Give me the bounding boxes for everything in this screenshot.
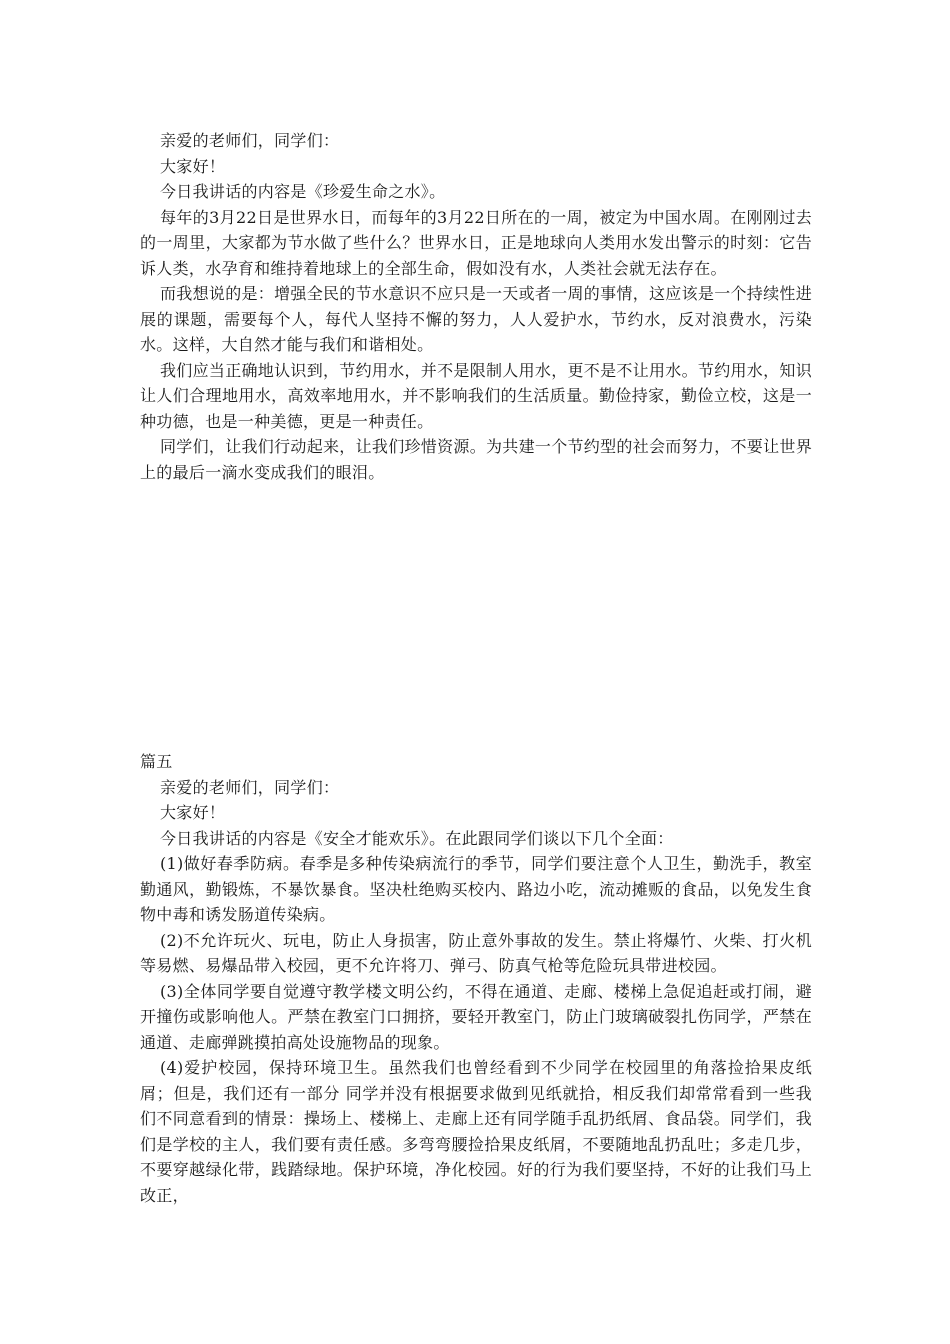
- salutation: 亲爱的老师们，同学们：: [160, 131, 340, 150]
- section-heading: 篇五: [140, 752, 173, 771]
- closing-paragraph: 同学们，让我们行动起来，让我们珍惜资源。为共建一个节约型的社会而努力，不要让世界上的最后一滴水变成我们的眼泪。: [140, 437, 813, 482]
- list-item: (2)不允许玩火、玩电，防止人身损害，防止意外事故的发生。禁止将爆竹、火柴、打火机等易燃、易爆品带入校园，更不允许将刀、弹弓、防真气枪等危险玩具带进校园。: [140, 930, 812, 975]
- topic-line: 今日我讲话的内容是《安全才能欢乐》。在此跟同学们谈以下几个全面：: [160, 828, 674, 848]
- topic-line: 今日我讲话的内容是《珍爱生命之水》。: [160, 182, 446, 201]
- speech-section-safety: [140, 749, 812, 1208]
- list-item: (3)全体同学要自觉遵守教学楼文明公约，不得在通道、走廊、楼梯上急促追赶或打闹，避开撞伤或影响他人。严禁在教室门口拥挤，要轻开教室门，防止门玻璃破裂扎伤同学，严禁在通道、走廊弹跳摸拍高处设施物品的现象。: [140, 981, 812, 1052]
- body-paragraph: 我们应当正确地认识到，节约用水，并不是限制人用水，更不是不让用水。节约用水，知识让人们合理地用水，高效率地用水，并不影响我们的生活质量。勤俭持家，勤俭立校，这是一种功德，也是一种美德，更是一种责任。: [140, 360, 813, 431]
- greeting: 大家好！: [160, 803, 226, 822]
- salutation: 亲爱的老师们，同学们：: [160, 777, 340, 797]
- greeting: 大家好！: [160, 156, 226, 176]
- speech-section-water: [140, 128, 812, 485]
- list-item: (4)爱护校园，保持环境卫生。虽然我们也曾经看到不少同学在校园里的角落捡拾果皮纸屑；但是，我们还有一部分 同学并没有根据要求做到见纸就拾，相反我们却常常看到一些我们不同意看到的情景：操场上、楼梯上、走廊上还有同学随手乱扔纸屑、食品袋。同学们，我们是学校的主人，我们要有责任感。多弯弯腰捡拾果皮纸屑，不要随地乱扔乱吐；多走几步，不要穿越绿化带，践踏绿地。保护环境，净化校园。好的行为我们要坚持，不好的让我们马上改正，: [140, 1058, 812, 1205]
- list-item: (1)做好春季防病。春季是多种传染病流行的季节，同学们要注意个人卫生，勤洗手，教室勤通风，勤锻炼，不暴饮暴食。坚决杜绝购买校内、路边小吃，流动摊贩的食品，以免发生食物中毒和诱发肠道传染病。: [140, 854, 812, 924]
- body-paragraph: 每年的3月22日是世界水日，而每年的3月22日所在的一周，被定为中国水周。在刚刚过去的一周里，大家都为节水做了些什么？世界水日，正是地球向人类用水发出警示的时刻：它告诉人类，水孕育和维持着地球上的全部生命，假如没有水，人类社会就无法存在。: [140, 207, 812, 278]
- body-paragraph: 而我想说的是：增强全民的节水意识不应只是一天或者一周的事情，这应该是一个持续性进展的课题，需要每个人，每代人坚持不懈的努力，人人爱护水，节约水，反对浪费水，污染水。这样，大自然才能与我们和谐相处。: [140, 284, 813, 354]
